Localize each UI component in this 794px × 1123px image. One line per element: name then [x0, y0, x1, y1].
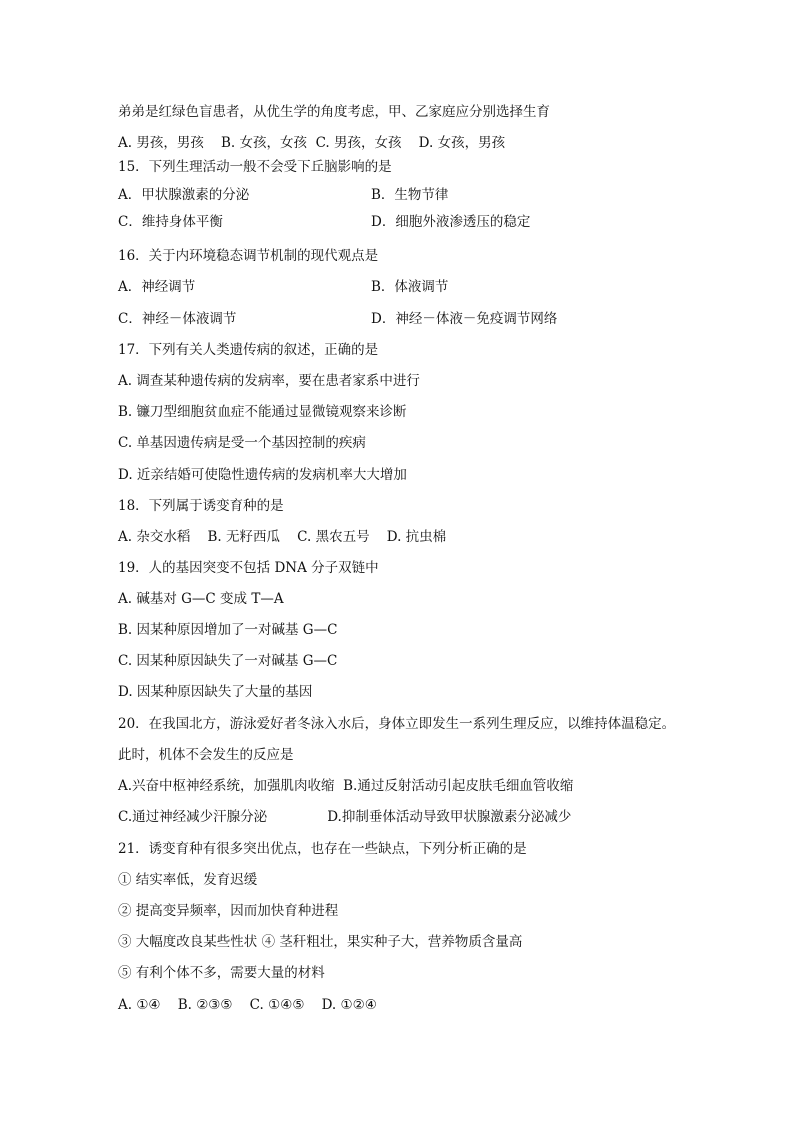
q17-option-a: A. 调查某种遗传病的发病率，要在患者家系中进行 — [118, 373, 420, 389]
q15-option-a: A．甲状腺激素的分泌 — [118, 187, 250, 203]
q17-option-c: C. 单基因遗传病是受一个基因控制的疾病 — [118, 435, 366, 451]
q20-stem-cont: 此时，机体不会发生的反应是 — [118, 747, 294, 763]
q20-options-ab: A.兴奋中枢神经系统，加强肌肉收缩 B.通过反射活动引起皮肤毛细血管收缩 — [118, 778, 574, 794]
q18-options: A. 杂交水稻 B. 无籽西瓜 C. 黑农五号 D. 抗虫棉 — [118, 529, 447, 545]
q16-option-b: B．体液调节 — [371, 279, 449, 295]
text-line: 弟弟是红绿色盲患者，从优生学的角度考虑，甲、乙家庭应分别选择生育 — [118, 104, 550, 120]
q19-option-b: B. 因某种原因增加了一对碱基 G—C — [118, 622, 338, 638]
q15-option-c: C．维持身体平衡 — [118, 214, 223, 230]
q16-option-a: A．神经调节 — [118, 279, 196, 295]
q14-options: A. 男孩，男孩 B. 女孩，女孩 C. 男孩，女孩 D. 女孩，男孩 — [118, 135, 506, 151]
q21-options: A. ①④ B. ②③⑤ C. ①④⑤ D. ①②④ — [118, 997, 377, 1013]
q17-option-d: D. 近亲结婚可使隐性遗传病的发病机率大大增加 — [118, 467, 407, 483]
q20-options-cd: C.通过神经减少汗腺分泌 D.抑制垂体活动导致甲状腺激素分泌减少 — [118, 809, 572, 825]
q19-option-d: D. 因某种原因缺失了大量的基因 — [118, 684, 313, 700]
q21-item-3-4: ③ 大幅度改良某些性状 ④ 茎秆粗壮，果实种子大，营养物质含量高 — [118, 934, 523, 950]
q15-option-b: B．生物节律 — [371, 187, 449, 203]
q21-item-5: ⑤ 有利个体不多，需要大量的材料 — [118, 965, 325, 981]
q19-stem: 19．人的基因突变不包括 DNA 分子双链中 — [118, 560, 379, 576]
q17-option-b: B. 镰刀型细胞贫血症不能通过显微镜观察来诊断 — [118, 404, 407, 420]
q19-option-a: A. 碱基对 G—C 变成 T—A — [118, 591, 284, 607]
q21-item-1: ① 结实率低，发育迟缓 — [118, 872, 258, 888]
q16-option-c: C．神经－体液调节 — [118, 311, 237, 327]
q16-option-d: D．神经－体液－免疫调节网络 — [371, 311, 558, 327]
q18-stem: 18．下列属于诱变育种的是 — [118, 498, 284, 514]
q16-stem: 16．关于内环境稳态调节机制的现代观点是 — [118, 248, 379, 264]
q15-stem: 15．下列生理活动一般不会受下丘脑影响的是 — [118, 159, 392, 175]
q17-stem: 17．下列有关人类遗传病的叙述，正确的是 — [118, 342, 379, 358]
q21-item-2: ② 提高变异频率，因而加快育种进程 — [118, 903, 339, 919]
q20-stem: 20．在我国北方，游泳爱好者冬泳入水后，身体立即发生一系列生理反应，以维持体温稳定。 — [118, 716, 676, 732]
q19-option-c: C. 因某种原因缺失了一对碱基 G—C — [118, 653, 338, 669]
q15-option-d: D．细胞外液渗透压的稳定 — [371, 214, 531, 230]
q21-stem: 21．诱变育种有很多突出优点，也存在一些缺点，下列分析正确的是 — [118, 841, 527, 857]
